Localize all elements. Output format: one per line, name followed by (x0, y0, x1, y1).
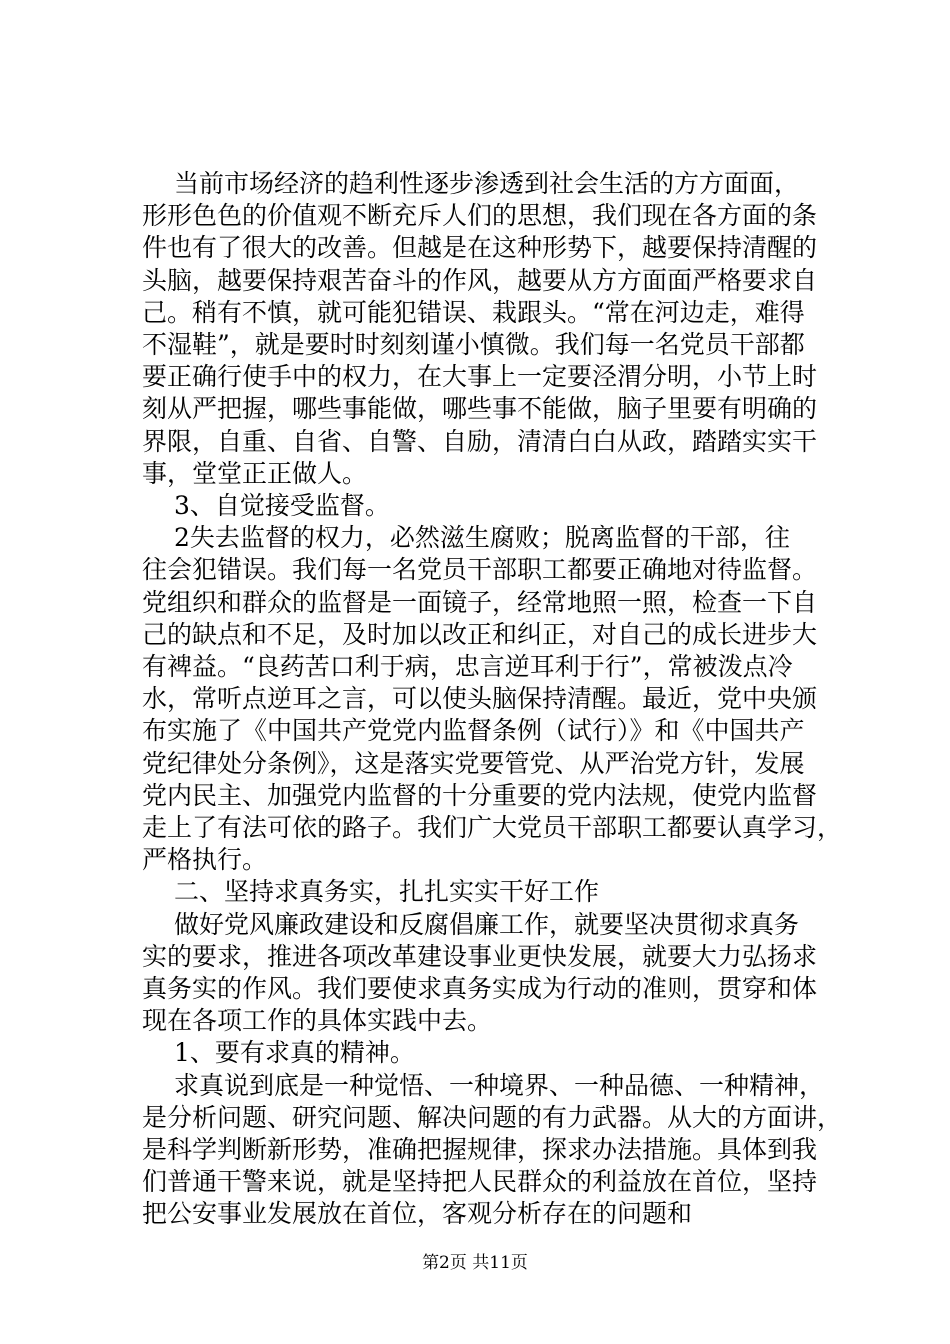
text-line: 要正确行使手中的权力，在大事上一定要泾渭分明，小节上时 (142, 362, 818, 391)
text-line: 们普通干警来说，就是坚持把人民群众的利益放在首位，坚持 (142, 1167, 818, 1196)
text-line: 把公安事业发展放在首位，客观分析存在的问题和 (142, 1199, 693, 1228)
text-line: 事，堂堂正正做人。 (142, 459, 368, 488)
text-line: 己的缺点和不足，及时加以改正和纠正，对自己的成长进步大 (142, 620, 818, 649)
text-line: 党组织和群众的监督是一面镜子，经常地照一照，检查一下自 (142, 588, 818, 617)
text-line: 求真说到底是一种觉悟、一种境界、一种品德、一种精神， (174, 1071, 825, 1100)
text-line: 2失去监督的权力，必然滋生腐败；脱离监督的干部，往 (174, 523, 790, 552)
text-line: 做好党风廉政建设和反腐倡廉工作，就要坚决贯彻求真务 (174, 910, 800, 939)
text-line: 刻从严把握，哪些事能做，哪些事不能做，脑子里要有明确的 (142, 394, 818, 423)
text-line: 党纪律处分条例》，这是落实党要管党、从严治党方针，发展 (142, 749, 805, 778)
text-line: 党内民主、加强党内监督的十分重要的党内法规，使党内监督 (142, 781, 818, 810)
text-line: 件也有了很大的改善。但越是在这种形势下，越要保持清醒的 (142, 233, 818, 262)
text-line: 真务实的作风。我们要使求真务实成为行动的准则，贯穿和体 (142, 974, 818, 1003)
text-line: 界限，自重、自省、自警、自励，清清白白从政，踏踏实实干 (142, 427, 818, 456)
text-line: 水，常听点逆耳之言，可以使头脑保持清醒。最近，党中央颁 (142, 684, 818, 713)
text-line: 严格执行。 (142, 845, 268, 874)
text-line: 形形色色的价值观不断充斥人们的思想，我们现在各方面的条 (142, 201, 818, 230)
text-line: 是科学判断新形势，准确把握规律，探求办法措施。具体到我 (142, 1135, 818, 1164)
text-line: 是分析问题、研究问题、解决问题的有力武器。从大的方面讲， (142, 1103, 843, 1132)
text-line: 布实施了《中国共产党党内监督条例（试行）》和《中国共产 (142, 716, 805, 745)
section-heading: 3、自觉接受监督。 (174, 491, 390, 520)
text-line: 实的要求，推进各项改革建设事业更快发展，就要大力弘扬求 (142, 942, 818, 971)
text-line: 往会犯错误。我们每一名党员干部职工都要正确地对待监督。 (142, 555, 818, 584)
text-line: 己。稍有不慎，就可能犯错误、栽跟头。“常在河边走，难得 (142, 298, 805, 327)
text-line: 当前市场经济的趋利性逐步渗透到社会生活的方方面面， (174, 169, 800, 198)
text-line: 现在各项工作的具体实践中去。 (142, 1006, 493, 1035)
text-line: 有裨益。“良药苦口利于病，忠言逆耳利于行”，常被泼点冷 (142, 652, 793, 681)
section-heading: 二、坚持求真务实，扎扎实实干好工作 (174, 877, 600, 906)
text-line: 走上了有法可依的路子。我们广大党员干部职工都要认真学习， (142, 813, 843, 842)
page-number-footer: 第2页 共11页 (422, 1253, 528, 1273)
section-heading: 1、要有求真的精神。 (174, 1038, 415, 1067)
text-line: 头脑，越要保持艰苦奋斗的作风，越要从方方面面严格要求自 (142, 266, 818, 295)
text-line: 不湿鞋”，就是要时时刻刻谨小慎微。我们每一名党员干部都 (142, 330, 805, 359)
